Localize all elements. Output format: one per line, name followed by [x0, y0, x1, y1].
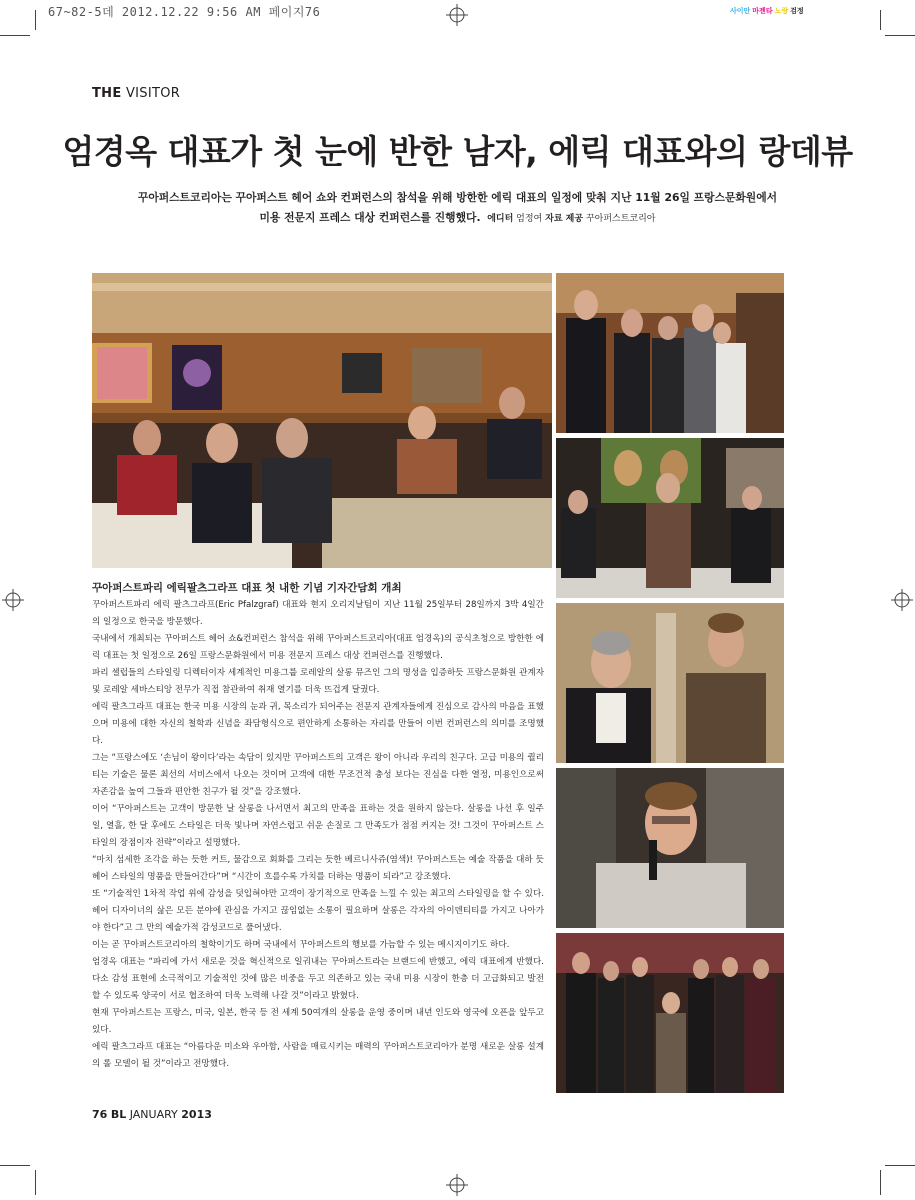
registration-mark-right	[891, 589, 913, 611]
article-body	[92, 597, 544, 1073]
body-paragraph: 엄경옥 대표는 “파리에 가서 새로운 것을 혁신적으로 일궈내는 꾸아퍼스트라는 브랜드에 반했고, 에릭 대표에게 반했다. 다소 감성 표현에 소극적이고 기술적인 것에 많은 비중을 두고 의존하고 있는 국내 미용 시장이 한층 더 고급화되고 발전할 수 있도록 양국이 서로 협조하여 더욱 노력해 나갈 것”이라고 밝혔다.	[92, 957, 544, 1001]
body-paragraph: 그는 “프랑스에도 ‘손님이 왕이다’라는 속담이 있지만 꾸아퍼스트의 고객은 왕이 아니라 우리의 친구다. 고급 미용의 퀄리티는 기술은 물론 최선의 서비스에서 나오는 것이며 고객에 대한 무조건적 충성 보다는 진심을 다한 열정, 미용인으로써 자존감을 높여 그들과 편안한 친구가 될 것”을 강조했다.	[92, 753, 544, 797]
body-paragraph: 국내에서 개최되는 꾸아퍼스트 헤어 쇼&컨퍼런스 참석을 위해 꾸아퍼스트코리아(대표 엄경옥)의 공식초청으로 방한한 에릭 대표는 첫 일정으로 26일 프랑스문화원에서 미용 전문지 프레스 대상 컨퍼런스를 진행했다.	[92, 634, 544, 661]
section-label	[92, 86, 180, 101]
body-paragraph: “마치 섬세한 조각을 하는 듯한 커트, 물감으로 회화를 그리는 듯한 베르니사쥬(염색)! 꾸아퍼스트는 예술 작품을 대하 듯 헤어 스타일의 명품을 만들어간다”며 “시간이 흐를수록 가치를 더하는 명품이 되라”고 강조했다.	[92, 855, 544, 882]
page-number: 76	[92, 1108, 108, 1121]
crop-mark-bottom-left-h	[0, 1165, 30, 1166]
issue-year: 2013	[181, 1108, 212, 1121]
article-deck	[90, 188, 825, 229]
color-bar-yellow: 노랑	[774, 7, 789, 15]
crop-mark-bottom-left-v	[35, 1170, 36, 1195]
crop-mark-bottom-right-h	[885, 1165, 915, 1166]
body-paragraph: 에릭 팔츠그라프 대표는 한국 미용 시장의 눈과 귀, 목소리가 되어주는 전문지 관계자들에게 진심으로 감사의 마음을 표했으며 미용에 대한 자신의 철학과 신념을 좌담형식으로 편안하게 소통하는 자리를 만들어 이번 컨퍼런스의 의미를 조명했다.	[92, 702, 544, 746]
photo-credit-label: 자료 제공	[545, 214, 584, 224]
article-heading: 꾸아퍼스트파리 에릭팔츠그라프 대표 첫 내한 기념 기자간담회 개최	[92, 582, 402, 594]
body-paragraph: 이어 “꾸아퍼스트는 고객이 방문한 날 살롱을 나서면서 최고의 만족을 표하는 것을 원하지 않는다. 살롱을 나선 후 일주일, 열흘, 한 달 후에도 스타일은 더욱 빛나며 자연스럽고 쉬운 손질로 그 만족도가 점점 커지는 것! 그것이 꾸아퍼스트 스타일의 장점이자 전략”이라고 설명했다.	[92, 804, 544, 848]
photo-eric-microphone	[556, 768, 784, 928]
crop-mark-bottom-right-v	[880, 1170, 881, 1195]
section-label-rest: VISITOR	[121, 86, 181, 101]
page-folio	[92, 1108, 212, 1121]
deck-line-2-text: 미용 전문지 프레스 대상 컨퍼런스를 진행했다.	[259, 211, 481, 224]
magazine-name: BL	[110, 1108, 127, 1121]
color-bar-black: 검정	[790, 7, 804, 15]
photo-team-group-image	[556, 933, 784, 1093]
color-bar-magenta: 마젠타	[752, 7, 773, 15]
body-paragraph: 또 “기술적인 1차적 작업 위에 감성을 덧입혀야만 고객이 장기적으로 만족을 느낄 수 있는 최고의 스타일링을 할 수 있다. 헤어 디자이너의 삶은 모든 분야에 관심을 가지고 끊임없는 소통이 필요하며 살롱은 각자의 아이덴티티를 가지고 나아가야 한다”고 그 만의 예술가적 감성코드로 풀어냈다.	[92, 889, 544, 933]
body-paragraph: 꾸아퍼스트파리 에릭 팔츠그라프(Eric Pfalzgraf) 대표와 현지 오리지날팀이 지난 11월 25일부터 28일까지 3박 4일간의 일정으로 한국을 방문했다.	[92, 600, 544, 627]
crop-mark-top-left-h	[0, 35, 30, 36]
crop-mark-top-right-v	[880, 10, 881, 30]
color-bar	[730, 6, 806, 16]
body-paragraph: 현재 꾸아퍼스트는 프랑스, 미국, 일본, 한국 등 전 세계 50여개의 살롱을 운영 중이며 내년 인도와 영국에 오픈을 앞두고 있다.	[92, 1008, 544, 1035]
editor-label: 에디터	[487, 214, 514, 224]
print-slug: 67~82-5데 2012.12.22 9:56 AM 페이지76	[48, 5, 321, 19]
body-paragraph: 에릭 팔츠그라프 대표는 “아름다운 미소와 우아함, 사람을 매료시키는 매력의 꾸아퍼스트코리아가 분명 새로운 살롱 설계의 롤 모델이 될 것”이라고 전망했다.	[92, 1042, 544, 1069]
photo-team-group	[556, 933, 784, 1093]
photo-group-portrait	[556, 273, 784, 433]
registration-mark-left	[2, 589, 24, 611]
credits	[484, 214, 655, 224]
deck-line-2	[90, 208, 825, 229]
photo-press-conference	[92, 273, 552, 568]
registration-mark-bottom	[446, 1174, 468, 1196]
crop-mark-top-right-h	[885, 35, 915, 36]
issue-month: JANUARY	[129, 1108, 178, 1121]
photo-group-portrait-image	[556, 273, 784, 433]
body-paragraph: 이는 곧 꾸아퍼스트코리아의 철학이기도 하며 국내에서 꾸아퍼스트의 행보를 가늠할 수 있는 메시지이기도 하다.	[92, 940, 510, 950]
article-title: 엄경옥 대표가 첫 눈에 반한 남자, 에릭 대표와의 랑데뷰	[62, 132, 853, 171]
color-bar-cyan: 사이안	[730, 7, 751, 15]
photo-eric-speaking	[556, 438, 784, 598]
deck-line-1: 꾸아퍼스트코리아는 꾸아퍼스트 헤어 쇼와 컨퍼런스의 참석을 위해 방한한 에릭 대표의 일정에 맞춰 지난 11월 26일 프랑스문화원에서	[137, 191, 778, 204]
photo-credit-source: 꾸아퍼스트코리아	[585, 214, 656, 224]
photo-two-leaders	[556, 603, 784, 763]
crop-mark-top-left-v	[35, 10, 36, 30]
registration-mark-top	[446, 4, 468, 26]
photo-two-leaders-image	[556, 603, 784, 763]
section-label-bold: THE	[92, 86, 122, 101]
editor-name: 엄정여	[516, 214, 543, 224]
body-paragraph: 파리 셀럽들의 스타일링 디렉터이자 세계적인 미용그룹 로레알의 살롱 뮤즈인 그의 명성을 입증하듯 프랑스문화원 관계자 및 로레알 세바스티앙 전무가 직접 참관하여 취재 열기를 더욱 뜨겁게 달궜다.	[92, 668, 544, 695]
photo-eric-speaking-image	[556, 438, 784, 598]
photo-press-conference-image	[92, 273, 552, 568]
photo-eric-microphone-image	[556, 768, 784, 928]
